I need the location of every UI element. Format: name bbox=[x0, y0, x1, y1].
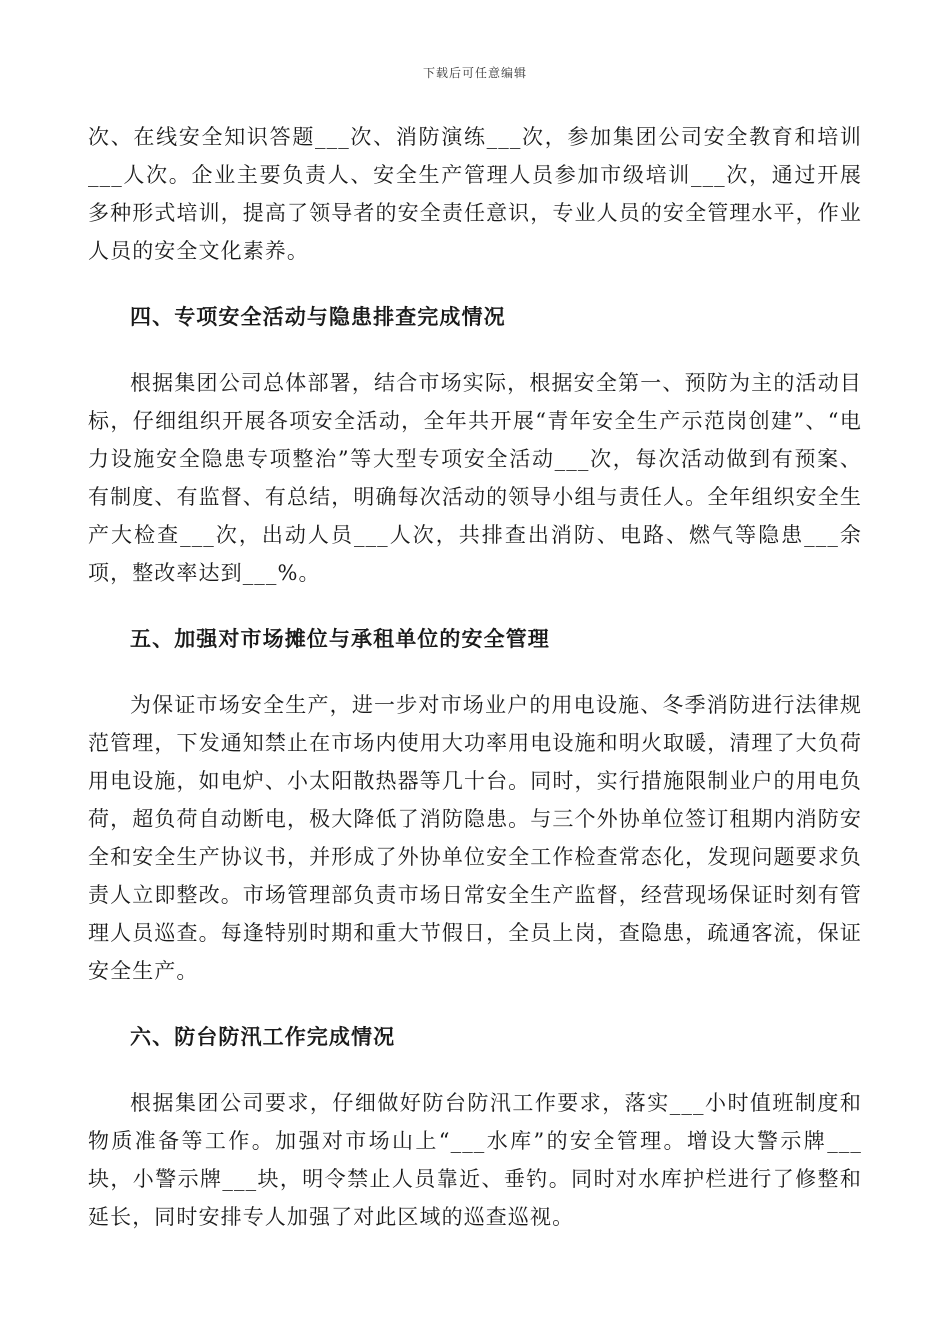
intro-paragraph: 次、在线安全知识答题___次、消防演练___次，参加集团公司安全教育和培训___人次。企业主要负责人、安全生产管理人员参加市级培训___次，通过开展多种形式培训，提高了领导者的安全责任意识，专业人员的安全管理水平，作业人员的安全文化素养。 bbox=[88, 125, 862, 263]
section-5-heading: 五、加强对市场摊位与承租单位的安全管理 bbox=[130, 626, 550, 651]
section-4-heading: 四、专项安全活动与隐患排查完成情况 bbox=[130, 304, 506, 329]
section-4-paragraph: 根据集团公司总体部署，结合市场实际，根据安全第一、预防为主的活动目标，仔细组织开展各项安全活动，全年共开展“青年安全生产示范岗创建”、“电力设施安全隐患专项整治”等大型专项安全活动___次，每次活动做到有预案、有制度、有监督、有总结，明确每次活动的领导小组与责任人。全年组织安全生产大检查___次，出动人员___人次，共排查出消防、电路、燃气等隐患___余项，整改率达到___%。 bbox=[88, 371, 862, 585]
page-header-note: 下载后可任意编辑 bbox=[422, 66, 527, 80]
section-5-paragraph: 为保证市场安全生产，进一步对市场业户的用电设施、冬季消防进行法律规范管理，下发通知禁止在市场内使用大功率用电设施和明火取暖，清理了大负荷用电设施，如电炉、小太阳散热器等几十台。同时，实行措施限制业户的用电负荷，超负荷自动断电，极大降低了消防隐患。与三个外协单位签订租期内消防安全和安全生产协议书，并形成了外协单位安全工作检查常态化，发现问题要求负责人立即整改。市场管理部负责市场日常安全生产监督，经营现场保证时刻有管理人员巡查。每逢特别时期和重大节假日，全员上岗，查隐患，疏通客流，保证安全生产。 bbox=[88, 693, 862, 983]
document-body bbox=[88, 118, 862, 1236]
section-6-heading: 六、防台防汛工作完成情况 bbox=[130, 1024, 396, 1049]
section-6-paragraph: 根据集团公司要求，仔细做好防台防汛工作要求，落实___小时值班制度和物质准备等工作。加强对市场山上“___水库”的安全管理。增设大警示牌___块，小警示牌___块，明令禁止人员靠近、垂钓。同时对水库护栏进行了修整和延长，同时安排专人加强了对此区域的巡查巡视。 bbox=[88, 1091, 862, 1229]
